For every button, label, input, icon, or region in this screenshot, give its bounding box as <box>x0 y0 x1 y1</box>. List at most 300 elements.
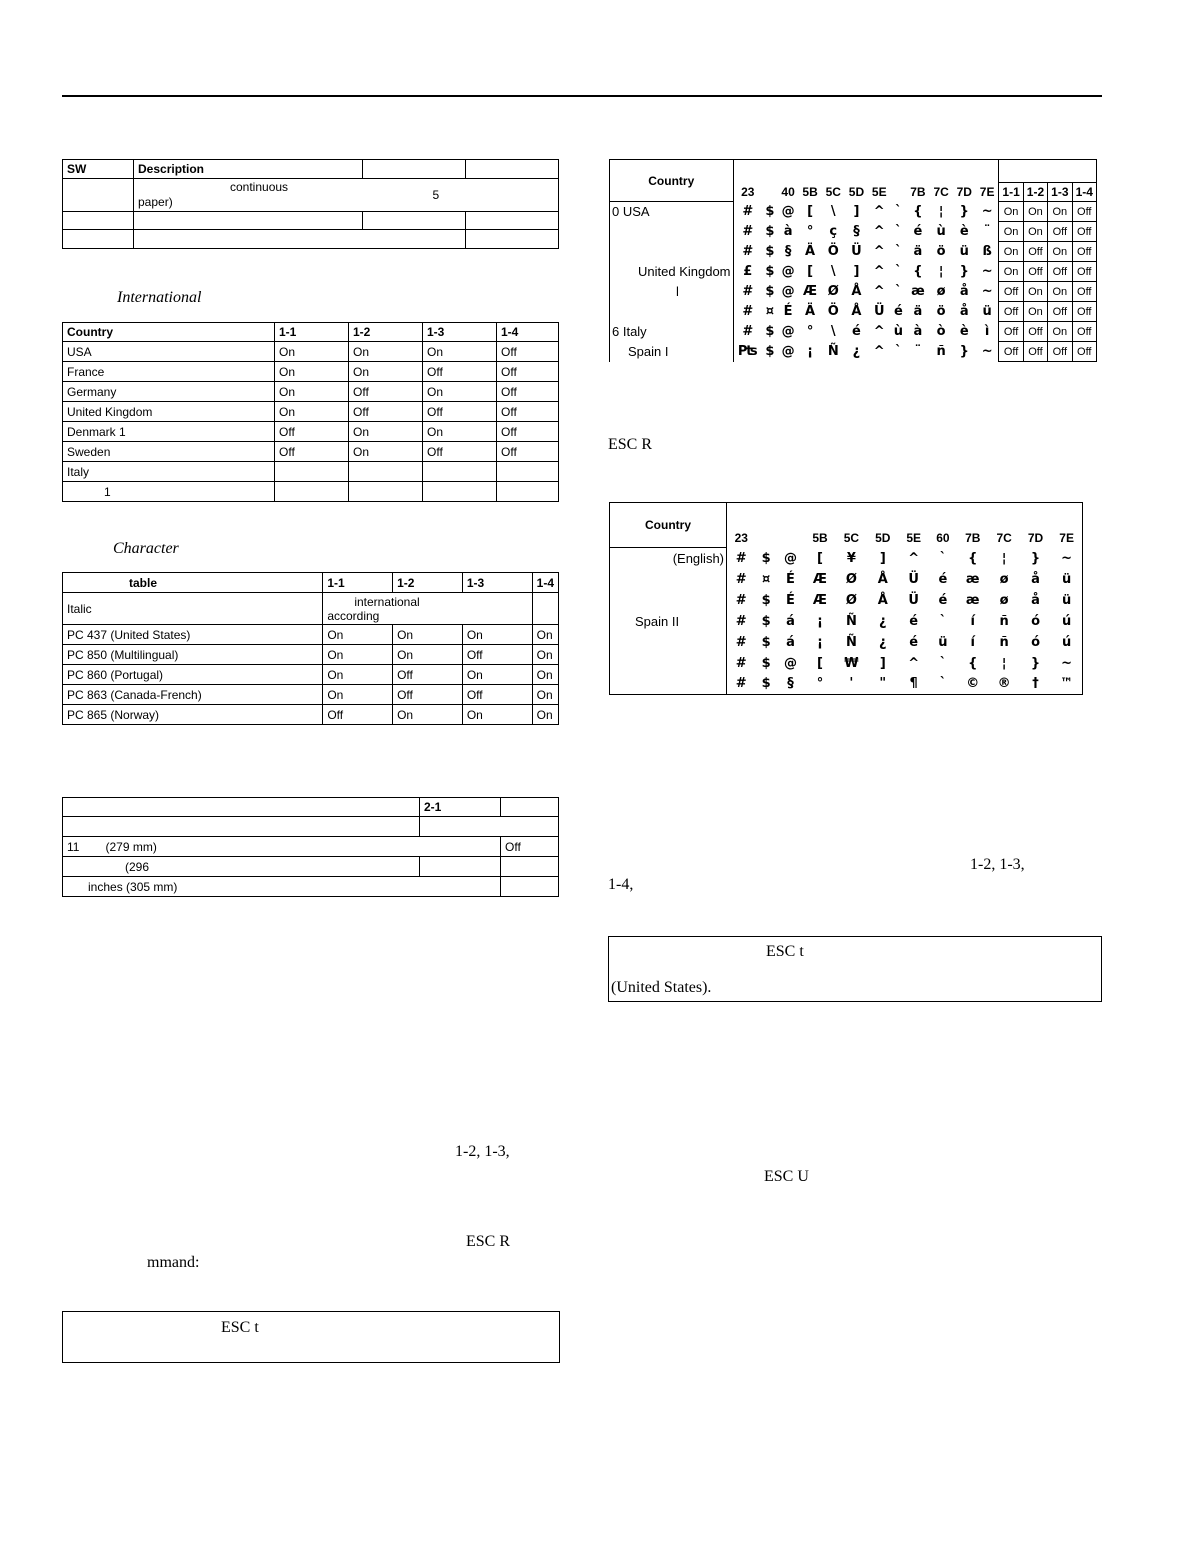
character-glyph: ` <box>929 674 957 695</box>
switch-cell: On <box>532 665 558 685</box>
country-cell: 1 <box>63 482 275 502</box>
character-glyph: ì <box>976 322 999 342</box>
character-glyph: Æ <box>812 571 828 587</box>
switch-cell: On <box>1023 202 1047 222</box>
page-length-table <box>62 797 559 897</box>
page-cell <box>420 817 559 837</box>
switch-cell <box>420 857 501 877</box>
switch-cell: Off <box>423 362 497 382</box>
page-cell <box>63 798 420 817</box>
switch-cell: On <box>423 382 497 402</box>
country-cell: Sweden <box>63 442 275 462</box>
switch-header-span <box>999 160 1097 183</box>
switch-cell: Off <box>1072 282 1096 302</box>
code-header-span <box>727 503 1083 528</box>
character-glyph: à <box>783 224 793 239</box>
character-glyph: ¦ <box>938 264 944 279</box>
character-glyph: Ø <box>845 592 857 608</box>
character-glyph: ñ <box>999 634 1009 650</box>
character-glyph: ` <box>895 244 902 259</box>
switch-cell: On <box>393 645 463 665</box>
character-glyph: ¿ <box>879 613 887 629</box>
character-glyph: Ñ <box>827 344 839 359</box>
page-cell <box>63 817 420 837</box>
character-glyph: ¡ <box>817 613 823 629</box>
character-glyph: Ü <box>908 571 919 587</box>
character-glyph: $ <box>761 655 771 671</box>
code-label: 23 <box>734 530 748 545</box>
character-glyph: Ü <box>873 304 885 319</box>
character-glyph: ü <box>959 244 969 259</box>
international-caption: International <box>117 289 202 306</box>
switch-cell: Off <box>1048 262 1072 282</box>
switch-cell: Off <box>393 685 463 705</box>
country-label: 6 Italy <box>610 322 734 342</box>
character-glyph: $ <box>765 284 775 299</box>
switch-cell: On <box>462 705 532 725</box>
character-glyph: ¤ <box>765 304 774 319</box>
character-glyph: ] <box>879 655 886 671</box>
country-label: (English) <box>610 548 727 569</box>
country-label <box>610 653 727 674</box>
character-glyph: $ <box>761 592 771 608</box>
character-glyph: ` <box>895 224 902 239</box>
esc-t-command: ESC t <box>221 1319 259 1336</box>
character-row <box>610 222 1097 242</box>
character-glyph: # <box>735 655 747 671</box>
switch-cell: Off <box>497 382 559 402</box>
page-cell <box>501 798 559 817</box>
switch-reference-text-2: 1-4, <box>608 876 634 893</box>
character-glyph: á <box>786 613 795 629</box>
country-label: Spain II <box>610 611 727 632</box>
character-glyph: ¨ <box>976 222 999 242</box>
sw-1-2-header: 1-2 <box>1023 183 1047 202</box>
character-glyph: # <box>742 304 754 319</box>
character-glyph: ₧ <box>737 344 758 359</box>
character-glyph: § <box>784 244 792 259</box>
switch-cell <box>275 482 349 502</box>
character-glyph: é <box>893 304 903 319</box>
character-glyph: # <box>735 550 747 566</box>
character-glyph: ^ <box>873 344 885 359</box>
character-glyph: é <box>938 571 948 587</box>
sw-value-cell: 5 <box>363 179 559 212</box>
character-glyph: å <box>959 304 969 319</box>
switch-reference-text: 1-2, 1-3, <box>970 856 1025 873</box>
switch-cell: Off <box>497 342 559 362</box>
switch-cell: On <box>999 222 1023 242</box>
country-label: 0 USA <box>610 202 734 222</box>
character-glyph: í <box>970 634 975 650</box>
character-glyph: Æ <box>812 592 828 608</box>
switch-cell: Off <box>1023 262 1047 282</box>
character-glyph: ^ <box>873 224 885 239</box>
character-glyph: ü <box>1051 569 1082 590</box>
character-glyph: ` <box>939 655 947 671</box>
character-glyph: [ <box>817 655 823 671</box>
sw-cell <box>466 212 559 230</box>
character-glyph: ñ <box>936 344 946 359</box>
character-glyph: ] <box>853 204 860 219</box>
character-glyph: \ <box>830 204 836 219</box>
character-glyph: ° <box>806 224 814 239</box>
character-glyph: { <box>968 550 978 566</box>
code-label: 7E <box>976 183 999 202</box>
character-glyph: $ <box>765 324 775 339</box>
character-glyph: ~ <box>1051 653 1082 674</box>
country-label <box>610 222 734 242</box>
character-glyph: } <box>1030 550 1041 566</box>
country-character-table-2 <box>609 502 1083 695</box>
country-header: Country <box>63 323 275 342</box>
character-glyph: ç <box>829 224 838 239</box>
switch-cell: On <box>275 342 349 362</box>
character-glyph: ` <box>939 613 947 629</box>
switch-cell: Off <box>1072 342 1096 362</box>
character-glyph: @ <box>783 655 797 671</box>
character-glyph: á <box>786 634 795 650</box>
character-glyph: à <box>913 324 923 339</box>
code-label: 7B <box>910 185 926 199</box>
switch-cell: Off <box>462 685 532 705</box>
page-length-cell: 11 (279 mm) <box>63 837 501 857</box>
code-label: 5B <box>812 530 828 545</box>
character-glyph: ø <box>936 284 946 299</box>
switch-cell <box>532 593 558 625</box>
switch-cell: Off <box>393 665 463 685</box>
character-glyph: [ <box>807 264 814 279</box>
character-row <box>610 632 1083 653</box>
united-states-text: (United States). <box>611 979 712 996</box>
switch-cell: On <box>532 645 558 665</box>
sw-header-col4 <box>466 160 559 179</box>
switch-cell: On <box>532 625 558 645</box>
description-header: Description <box>134 160 363 179</box>
switch-cell: Off <box>275 442 349 462</box>
sw-table <box>62 159 559 249</box>
switch-cell: On <box>999 262 1023 282</box>
country-label: l <box>610 282 734 302</box>
character-glyph: ^ <box>908 655 920 671</box>
character-glyph: # <box>735 634 747 650</box>
code-label: 7D <box>1027 530 1044 545</box>
character-glyph: ¦ <box>938 204 944 219</box>
sw-header-col3 <box>363 160 466 179</box>
character-glyph: ` <box>895 264 902 279</box>
character-glyph: { <box>913 264 923 279</box>
character-glyph: $ <box>765 244 775 259</box>
character-glyph: è <box>959 224 969 239</box>
character-glyph: Å <box>851 284 862 299</box>
sw-1-1-header: 1-1 <box>275 323 349 342</box>
sw-1-2-header: 1-2 <box>393 573 463 593</box>
switch-cell: On <box>1048 202 1072 222</box>
code-label: 5D <box>848 185 865 199</box>
country-label <box>610 674 727 695</box>
character-glyph: @ <box>781 284 795 299</box>
switch-cell <box>423 482 497 502</box>
switch-cell: On <box>323 665 393 685</box>
character-glyph: é <box>913 224 923 239</box>
header-rule <box>62 95 1102 97</box>
switch-cell: Off <box>501 837 559 857</box>
sw-cell <box>63 212 134 230</box>
character-glyph: ñ <box>999 613 1009 629</box>
character-glyph: # <box>727 674 756 695</box>
switch-cell: On <box>349 422 423 442</box>
switch-cell: On <box>1048 282 1072 302</box>
codepage-cell: PC 850 (Multilingual) <box>63 645 323 665</box>
character-glyph: ^ <box>873 204 885 219</box>
character-row <box>610 653 1083 674</box>
switch-cell: Off <box>1023 322 1047 342</box>
character-glyph: í <box>970 613 975 629</box>
sw-1-3-header: 1-3 <box>1048 183 1072 202</box>
character-glyph: ° <box>804 674 835 695</box>
country-cell: United Kingdom <box>63 402 275 422</box>
country-cell: Germany <box>63 382 275 402</box>
switch-cell: Off <box>1048 302 1072 322</box>
character-row <box>610 282 1097 302</box>
code-label <box>890 183 906 202</box>
character-glyph: É <box>786 592 795 608</box>
switch-cell <box>497 482 559 502</box>
switch-cell <box>423 462 497 482</box>
code-label: 5C <box>825 185 841 199</box>
character-glyph: é <box>909 613 919 629</box>
international-table <box>62 322 559 502</box>
character-glyph: Ü <box>851 244 862 259</box>
switch-cell: On <box>1023 222 1047 242</box>
switch-cell: Off <box>323 705 393 725</box>
switch-cell: Off <box>999 342 1023 362</box>
switch-cell <box>501 857 559 877</box>
character-glyph: Å <box>877 592 888 608</box>
character-glyph: # <box>742 204 754 219</box>
character-glyph: ™ <box>1051 674 1082 695</box>
character-glyph: ^ <box>873 244 885 259</box>
character-glyph: ' <box>836 674 867 695</box>
character-glyph: ~ <box>976 282 999 302</box>
esc-t-command: ESC t <box>766 943 804 960</box>
switch-cell: Off <box>349 402 423 422</box>
character-glyph: $ <box>765 264 775 279</box>
code-label: 23 <box>741 185 755 199</box>
character-glyph: Ü <box>908 592 919 608</box>
country-cell: USA <box>63 342 275 362</box>
sw-1-1-header: 1-1 <box>999 183 1023 202</box>
sw-1-2-header: 1-2 <box>349 323 423 342</box>
character-glyph: " <box>867 674 898 695</box>
character-glyph: } <box>1030 655 1041 671</box>
switch-cell: On <box>999 202 1023 222</box>
character-glyph: è <box>959 324 969 339</box>
switch-cell: Off <box>999 282 1023 302</box>
switch-cell: On <box>323 625 393 645</box>
country-label: Spain I <box>610 342 734 362</box>
switch-cell: On <box>323 645 393 665</box>
character-glyph: ü <box>976 302 999 322</box>
switch-cell: Off <box>1023 342 1047 362</box>
character-glyph: é <box>938 592 948 608</box>
character-row <box>610 342 1097 362</box>
code-label: 7D <box>956 185 972 199</box>
sw-cell <box>63 230 134 249</box>
switch-cell: Off <box>1072 222 1096 242</box>
code-label <box>756 528 777 548</box>
character-glyph: ß <box>976 242 999 262</box>
code-label: 5D <box>875 530 891 545</box>
country-label <box>610 242 734 262</box>
esc-r-command: ESC R <box>466 1233 511 1250</box>
code-label: 7B <box>965 530 981 545</box>
character-glyph: Ñ <box>845 634 857 650</box>
character-glyph: ¤ <box>761 571 771 587</box>
character-glyph: É <box>786 571 795 587</box>
switch-cell: Off <box>497 422 559 442</box>
character-glyph: ¦ <box>1001 655 1007 671</box>
character-glyph: @ <box>781 324 795 339</box>
country-cell: Denmark 1 <box>63 422 275 442</box>
character-glyph: $ <box>761 613 771 629</box>
sw-2-1-header: 2-1 <box>420 798 501 817</box>
character-glyph: ¡ <box>807 344 814 359</box>
sw-1-4-header: 1-4 <box>497 323 559 342</box>
character-glyph: ü <box>1051 590 1082 611</box>
character-glyph: Å <box>877 571 888 587</box>
sw-cell <box>63 179 134 212</box>
character-glyph: ø <box>999 592 1009 608</box>
sw-header: SW <box>63 160 134 179</box>
character-glyph: ] <box>879 550 886 566</box>
character-glyph: ^ <box>908 550 920 566</box>
country-cell: Italy <box>63 462 275 482</box>
switch-cell: On <box>275 362 349 382</box>
sw-cell <box>363 212 466 230</box>
codepage-cell: PC 865 (Norway) <box>63 705 323 725</box>
character-row <box>610 590 1083 611</box>
character-glyph: ¶ <box>899 674 929 695</box>
character-row <box>610 242 1097 262</box>
character-glyph: ₩ <box>844 655 859 671</box>
character-glyph: £ <box>743 264 753 279</box>
character-glyph: $ <box>765 224 775 239</box>
character-glyph: @ <box>781 204 795 219</box>
character-glyph: © <box>957 674 988 695</box>
sw-1-4-header: 1-4 <box>1072 183 1096 202</box>
character-glyph: § <box>777 674 805 695</box>
character-row <box>610 322 1097 342</box>
sw-1-3-header: 1-3 <box>462 573 532 593</box>
character-glyph: ¿ <box>852 344 861 359</box>
character-glyph: $ <box>761 634 771 650</box>
switch-cell: On <box>275 402 349 422</box>
switch-cell: Off <box>497 402 559 422</box>
character-glyph: } <box>959 204 969 219</box>
character-glyph: ¨ <box>914 344 922 359</box>
character-glyph: å <box>959 284 969 299</box>
character-glyph: § <box>853 224 860 239</box>
codepage-cell: PC 437 (United States) <box>63 625 323 645</box>
switch-cell: On <box>423 342 497 362</box>
page-length-cell: inches (305 mm) <box>63 877 501 897</box>
italic-cell: Italic <box>63 593 323 625</box>
character-glyph: # <box>735 613 747 629</box>
character-glyph: ® <box>988 674 1019 695</box>
character-glyph: É <box>783 304 793 319</box>
country-cell: France <box>63 362 275 382</box>
character-glyph: Ä <box>805 244 816 259</box>
switch-cell: On <box>423 422 497 442</box>
character-glyph: ` <box>895 204 902 219</box>
page-length-cell: (296 <box>63 857 420 877</box>
codepage-cell: PC 863 (Canada-French) <box>63 685 323 705</box>
sw-cell <box>466 230 559 249</box>
switch-cell: On <box>1048 322 1072 342</box>
character-glyph: Å <box>851 304 862 319</box>
character-glyph: ~ <box>976 342 999 362</box>
code-label: 7C <box>933 185 949 199</box>
code-label: 7C <box>996 530 1012 545</box>
character-glyph: ° <box>806 324 814 339</box>
character-glyph: Ø <box>827 284 839 299</box>
country-character-table <box>609 159 1097 362</box>
switch-cell: On <box>323 685 393 705</box>
switch-cell: Off <box>1072 322 1096 342</box>
code-label <box>762 183 778 202</box>
character-glyph: { <box>968 655 978 671</box>
country-label <box>610 569 727 590</box>
character-glyph: ¥ <box>846 550 856 566</box>
character-glyph: # <box>742 324 754 339</box>
switch-cell: Off <box>1048 222 1072 242</box>
switch-cell: Off <box>497 362 559 382</box>
character-glyph: [ <box>817 550 823 566</box>
switch-cell <box>501 877 559 897</box>
character-glyph: # <box>735 592 747 608</box>
character-glyph: \ <box>830 264 836 279</box>
character-glyph: ~ <box>976 262 999 282</box>
character-glyph: ~ <box>976 202 999 222</box>
character-glyph: æ <box>965 592 980 608</box>
character-glyph: } <box>959 344 969 359</box>
character-glyph: Ö <box>827 304 839 319</box>
character-row <box>610 611 1083 632</box>
character-glyph: å <box>1031 571 1040 587</box>
switch-cell: On <box>462 665 532 685</box>
switch-cell: On <box>532 685 558 705</box>
character-glyph: ] <box>853 264 860 279</box>
character-row <box>610 202 1097 222</box>
table-header: table <box>63 573 323 593</box>
character-row <box>610 674 1083 695</box>
character-glyph: @ <box>783 550 797 566</box>
switch-cell: On <box>1048 242 1072 262</box>
character-glyph: Ä <box>805 304 816 319</box>
switch-cell <box>349 462 423 482</box>
switch-cell: On <box>999 242 1023 262</box>
character-glyph: [ <box>807 204 814 219</box>
switch-cell: Off <box>1072 302 1096 322</box>
character-glyph: ù <box>893 324 904 339</box>
character-row <box>610 569 1083 590</box>
codepage-cell: PC 860 (Portugal) <box>63 665 323 685</box>
switch-cell: Off <box>1023 242 1047 262</box>
character-glyph: $ <box>761 550 771 566</box>
italic-description-cell: international according <box>323 593 532 625</box>
character-glyph: ¦ <box>1001 550 1007 566</box>
